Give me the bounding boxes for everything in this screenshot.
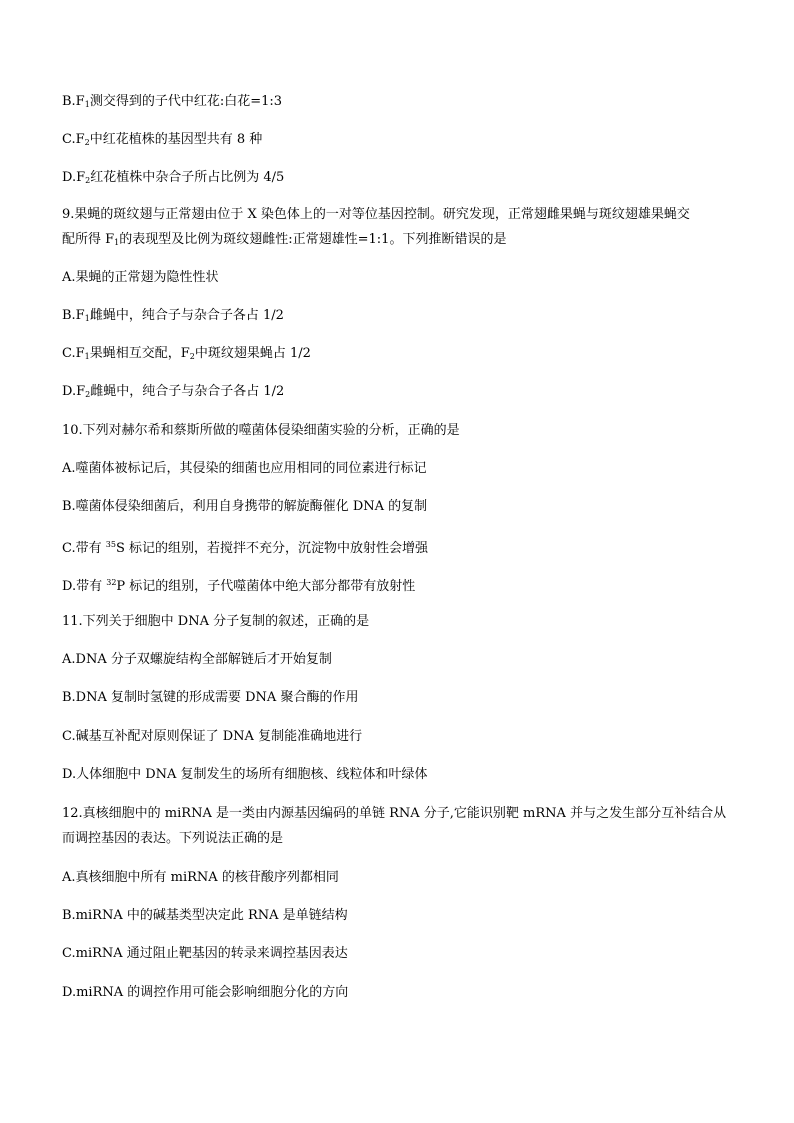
q10-option-c	[62, 537, 428, 557]
q10-option-c-superscript: 35	[105, 540, 116, 549]
q9-stem-line2-text: 的表现型及比例为斑纹翅雌性:正常翅雄性=1:1。下列推断错误的是	[119, 232, 507, 247]
q8-option-d	[62, 170, 284, 189]
q9-option-c	[62, 346, 311, 365]
q8-option-c-subscript: 2	[84, 138, 90, 147]
q9-option-c-text-2: 中斑纹翅果蝇占 1/2	[194, 346, 311, 361]
q12-option-d: D.miRNA 的调控作用可能会影响细胞分化的方向	[62, 985, 349, 1000]
q9-option-c-prefix: C.F	[62, 346, 85, 361]
q8-option-b-subscript: 1	[84, 100, 90, 109]
q11-option-c: C.碱基互补配对原则保证了 DNA 复制能准确地进行	[62, 729, 363, 744]
q9-option-d	[62, 384, 284, 403]
q12-stem-line2: 而调控基因的表达。下列说法正确的是	[62, 831, 284, 846]
q8-option-c-prefix: C.F	[62, 132, 85, 147]
q10-option-b: B.噬菌体侵染细菌后，利用自身携带的解旋酶催化 DNA 的复制	[62, 499, 428, 514]
q10-option-a: A.噬菌体被标记后，其侵染的细菌也应用相同的同位素进行标记	[62, 461, 427, 476]
q12-stem-line1: 12.真核细胞中的 miRNA 是一类由内源基因编码的单链 RNA 分子,它能识别靶 mRNA 并与之发生部分互补结合从	[62, 806, 727, 821]
q9-stem-line2-prefix: 配所得 F	[62, 232, 115, 247]
q9-option-d-text: 雌蝇中，纯合子与杂合子各占 1/2	[90, 384, 285, 399]
q9-option-c-subscript: 1	[84, 352, 90, 361]
q8-option-b-prefix: B.F	[62, 94, 85, 109]
q12-option-b: B.miRNA 中的碱基类型决定此 RNA 是单链结构	[62, 908, 348, 923]
q12-option-c: C.miRNA 通过阻止靶基因的转录来调控基因表达	[62, 946, 348, 961]
q8-option-c-text: 中红花植株的基因型共有 8 种	[89, 132, 263, 147]
q10-option-c-prefix: C.带有	[62, 541, 106, 556]
q8-option-d-subscript: 2	[85, 176, 91, 185]
q8-option-b	[62, 94, 282, 113]
q11-stem: 11.下列关于细胞中 DNA 分子复制的叙述，正确的是	[62, 614, 370, 629]
q10-option-d	[62, 575, 415, 595]
q11-option-a: A.DNA 分子双螺旋结构全部解链后才开始复制	[62, 652, 332, 667]
q9-option-b	[62, 308, 284, 327]
q11-option-b: B.DNA 复制时氢键的形成需要 DNA 聚合酶的作用	[62, 690, 359, 705]
q9-stem-line2	[62, 232, 506, 251]
q9-option-d-prefix: D.F	[62, 384, 86, 399]
q10-option-d-text: P 标记的组别，子代噬菌体中绝大部分都带有放射性	[116, 579, 416, 594]
q9-option-c-text: 果蝇相互交配，F	[89, 346, 190, 361]
q9-option-b-text: 雌蝇中，纯合子与杂合子各占 1/2	[89, 308, 284, 323]
q9-option-d-subscript: 2	[85, 390, 91, 399]
q10-option-d-prefix: D.带有	[62, 579, 107, 594]
q9-option-c-subscript-2: 2	[189, 352, 195, 361]
q8-option-c	[62, 132, 262, 151]
q9-stem-line2-subscript: 1	[114, 238, 120, 247]
q9-option-b-subscript: 1	[84, 314, 90, 323]
q8-option-d-text: 红花植株中杂合子所占比例为 4/5	[90, 170, 285, 185]
q9-option-b-prefix: B.F	[62, 308, 85, 323]
q9-option-a: A.果蝇的正常翅为隐性性状	[62, 270, 219, 285]
q12-option-a: A.真核细胞中所有 miRNA 的核苷酸序列都相同	[62, 870, 339, 885]
q9-stem-line1: 9.果蝇的斑纹翅与正常翅由位于 X 染色体上的一对等位基因控制。研究发现，正常翅雌果蝇与斑纹翅雄果蝇交	[62, 207, 690, 222]
q8-option-b-text: 测交得到的子代中红花:白花=1:3	[89, 94, 283, 109]
q10-stem: 10.下列对赫尔希和蔡斯所做的噬菌体侵染细菌实验的分析，正确的是	[62, 423, 460, 438]
q10-option-c-text: S 标记的组别，若搅拌不充分，沉淀物中放射性会增强	[115, 541, 428, 556]
q8-option-d-prefix: D.F	[62, 170, 86, 185]
q10-option-d-superscript: 32	[106, 578, 117, 587]
q11-option-d: D.人体细胞中 DNA 复制发生的场所有细胞核、线粒体和叶绿体	[62, 767, 428, 782]
